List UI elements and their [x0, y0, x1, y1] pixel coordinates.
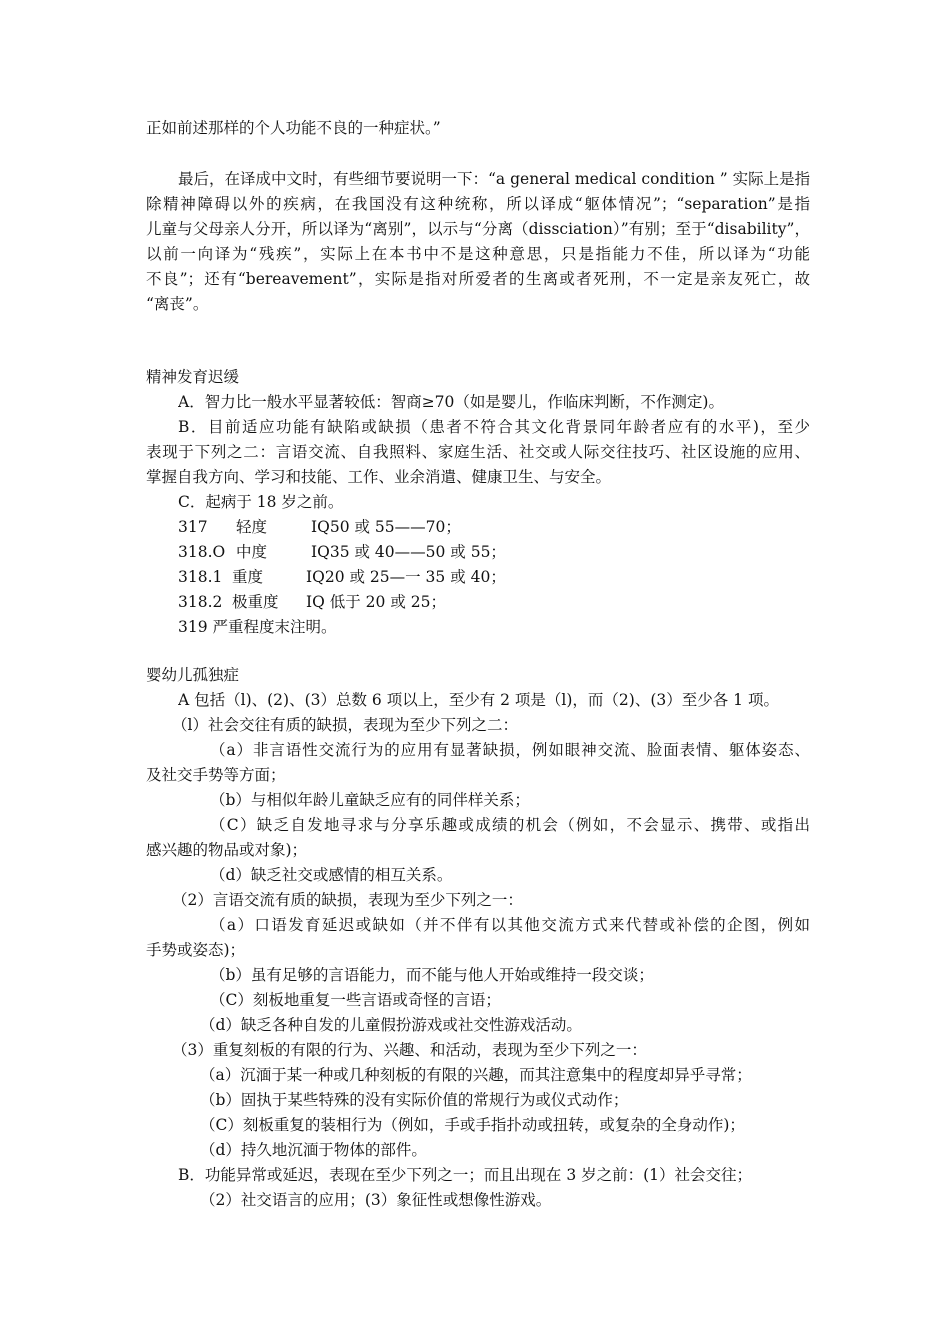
severity-iq-range: IQ 低于 20 或 25；: [306, 593, 446, 611]
item-1c-line: （C）缺乏自发地寻求与分享乐趣或成绩的机会（例如，不会显示、携带、或指出: [210, 816, 810, 834]
item-3-title: （3）重复刻板的有限的行为、兴趣、和活动，表现为至少下列之一：: [172, 1041, 647, 1059]
item-1a-line: （a）非言语性交流行为的应用有显著缺损，例如眼神交流、脸面表情、躯体姿态、: [210, 741, 810, 759]
severity-level: 中度: [236, 543, 268, 561]
translation-note-line: 最后，在译成中文时，有些细节要说明一下：“a general medical condition ” 实际上是指: [178, 170, 810, 188]
autism-criterion-b-line: （2）社交语言的应用；(3）象征性或想像性游戏。: [200, 1191, 552, 1209]
translation-note-line: 不良”；还有“bereavement”，实际是指对所爱者的生离或者死刑，不一定是亲友死亡，故: [146, 270, 810, 288]
severity-code: 318.2: [178, 593, 223, 611]
criterion-b-line: 掌握自我方向、学习和技能、工作、业余消遣、健康卫生、与安全。: [146, 468, 612, 486]
severity-level: 轻度: [236, 518, 268, 536]
severity-level: 极重度: [232, 593, 279, 611]
criterion-b-line: B．目前适应功能有缺陷或缺损（患者不符合其文化背景同年龄者应有的水平)，至少: [178, 418, 810, 436]
item-1a-line: 及社交手势等方面；: [146, 766, 286, 784]
item-3b: （b）固执于某些特殊的没有实际价值的常规行为或仪式动作；: [200, 1091, 629, 1109]
translation-note-line: “离丧”。: [146, 295, 209, 313]
intro-closing-line: 正如前述那样的个人功能不良的一种症状。”: [146, 119, 441, 137]
item-2a-line: （a）口语发育延迟或缺如（并不伴有以其他交流方式来代替或补偿的企图，例如: [210, 916, 810, 934]
item-2b: （b）虽有足够的言语能力，而不能与他人开始或维持一段交谈；: [210, 966, 654, 984]
criterion-a: A．智力比一般水平显著较低：智商≥70（如是婴儿，作临床判断，不作测定)。: [178, 393, 724, 411]
severity-iq-range: IQ20 或 25—一 35 或 40；: [306, 568, 506, 586]
section-heading-mental-retardation: 精神发育迟缓: [146, 368, 240, 386]
severity-code: 318.O: [178, 543, 226, 561]
item-1d: （d）缺乏社交或感情的相互关系。: [210, 866, 453, 884]
item-1c-line: 感兴趣的物品或对象)；: [146, 841, 308, 859]
item-3a: （a）沉湎于某一种或几种刻板的有限的兴趣，而其注意集中的程度却异乎寻常；: [200, 1066, 752, 1084]
item-3d: （d）持久地沉湎于物体的部件。: [200, 1141, 427, 1159]
item-2a-line: 手势或姿态)；: [146, 941, 246, 959]
item-2d: （d）缺乏各种自发的儿童假扮游戏或社交性游戏活动。: [200, 1016, 582, 1034]
autism-criterion-b-line: B．功能异常或延迟，表现在至少下列之一；而且出现在 3 岁之前：(1）社会交往；: [178, 1166, 753, 1184]
severity-code: 317: [178, 518, 208, 536]
item-2-title: （2）言语交流有质的缺损，表现为至少下列之一：: [172, 891, 523, 909]
section-heading-autism: 婴幼儿孤独症: [146, 666, 240, 684]
criterion-c: C．起病于 18 岁之前。: [178, 493, 344, 511]
severity-iq-range: IQ35 或 40——50 或 55；: [311, 543, 506, 561]
severity-code: 318.1: [178, 568, 223, 586]
item-3c: （C）刻板重复的装相行为（例如，手或手指扑动或扭转，或复杂的全身动作)；: [200, 1116, 745, 1134]
severity-unspecified: 319 严重程度末注明。: [178, 618, 337, 636]
item-1-title: （l）社会交往有质的缺损，表现为至少下列之二：: [172, 716, 518, 734]
translation-note-line: 以前一向译为“残疾”，实际上在本书中不是这种意思，只是指能力不佳，所以译为“功能: [146, 245, 810, 263]
translation-note-line: 除精神障碍以外的疾病，在我国没有这种统称，所以译成“躯体情况”；“separation”是指: [146, 195, 810, 213]
translation-note-line: 儿童与父母亲人分开，所以译为“离别”，以示与“分离（dissciation）”有别；至于“disability”，: [146, 220, 810, 238]
autism-criterion-a-intro: A 包括（l)、(2)、(3）总数 6 项以上，至少有 2 项是（l)，而（2)、(3）至少各 1 项。: [178, 691, 779, 709]
severity-iq-range: IQ50 或 55——70；: [311, 518, 461, 536]
criterion-b-line: 表现于下列之二：言语交流、自我照料、家庭生活、社交或人际交往技巧、社区设施的应用、: [146, 443, 810, 461]
item-1b: （b）与相似年龄儿童缺乏应有的同伴样关系；: [210, 791, 530, 809]
item-2c: （C）刻板地重复一些言语或奇怪的言语；: [210, 991, 501, 1009]
severity-level: 重度: [232, 568, 264, 586]
